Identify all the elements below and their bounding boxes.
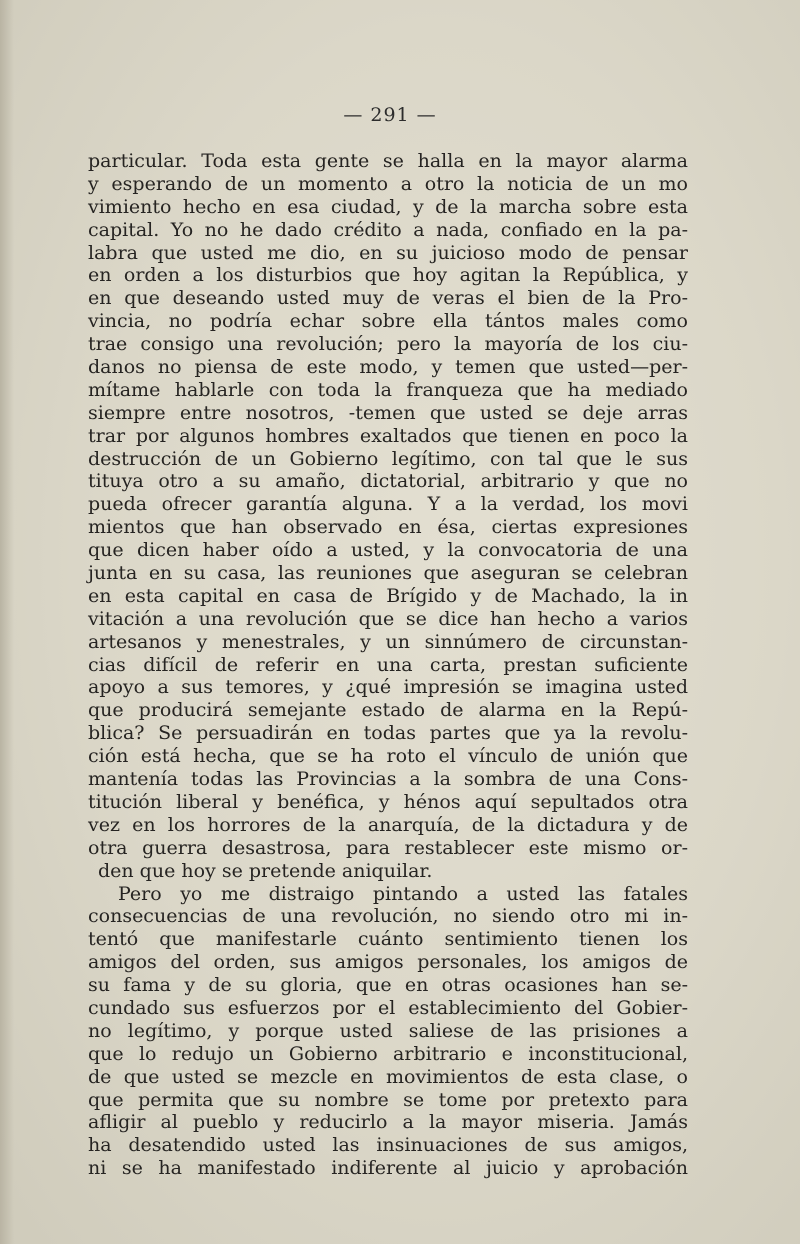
text-line: en esta capital en casa de Brígido y de Machado, la in — [88, 584, 688, 607]
text-line: otra guerra desastrosa, para restablecer este mismo or- — [88, 836, 688, 859]
text-line: consecuencias de una revolución, no siendo otro mi in- — [88, 905, 688, 928]
text-line: trae consigo una revolución; pero la mayoría de los ciu- — [88, 333, 688, 356]
text-line: danos no piensa de este modo, y temen que usted—per- — [88, 356, 688, 379]
text-line: junta en su casa, las reuniones que aseguran se celebran — [88, 562, 688, 585]
text-line: cias difícil de referir en una carta, prestan suficiente — [88, 653, 688, 676]
text-line: ción está hecha, que se ha roto el vínculo de unión que — [88, 745, 688, 768]
text-line: su fama y de su gloria, que en otras ocasiones han se- — [88, 974, 688, 997]
text-line: que permita que su nombre se tome por pretexto para — [88, 1088, 688, 1111]
text-line: particular. Toda esta gente se halla en la mayor alarma — [88, 150, 688, 172]
text-line: labra que usted me dio, en su juicioso modo de pensar — [88, 241, 688, 264]
text-line: apoyo a sus temores, y ¿qué impresión se imagina usted — [88, 676, 688, 699]
text-line: mientos que han observado en ésa, ciertas expresiones — [88, 516, 688, 539]
text-line: que dicen haber oído a usted, y la convocatoria de una — [88, 539, 688, 562]
page-number: — 291 — — [343, 104, 437, 126]
text-line: en orden a los disturbios que hoy agitan la República, y — [88, 264, 688, 287]
paragraph-start-line: Pero yo me distraigo pintando a usted las fatales — [118, 882, 688, 905]
text-line: que producirá semejante estado de alarma en la Repú- — [88, 699, 688, 722]
body-text — [88, 150, 688, 1180]
text-line: destrucción de un Gobierno legítimo, con tal que le sus — [88, 447, 688, 470]
text-line: amigos del orden, sus amigos personales, los amigos de — [88, 951, 688, 974]
text-line: mítame hablarle con toda la franqueza que ha mediado — [88, 378, 688, 401]
text-line: pueda ofrecer garantía alguna. Y a la verdad, los movi — [88, 493, 688, 516]
text-line: cundado sus esfuerzos por el establecimiento del Gobier- — [88, 996, 688, 1019]
paragraph-end-line: den que hoy se pretende aniquilar. — [98, 859, 433, 882]
text-line: capital. Yo no he dado crédito a nada, confiado en la pa- — [88, 218, 688, 241]
text-line: vitación a una revolución que se dice han hecho a varios — [88, 607, 688, 630]
text-line: mantenía todas las Provincias a la sombra de una Cons- — [88, 768, 688, 791]
text-line: blica? Se persuadirán en todas partes que ya la revolu- — [88, 722, 688, 745]
text-line: que lo redujo un Gobierno arbitrario e inconstitucional, — [88, 1042, 688, 1065]
text-line: afligir al pueblo y reducirlo a la mayor miseria. Jamás — [88, 1111, 688, 1134]
text-line: titución liberal y benéfica, y hénos aquí sepultados otra — [88, 790, 688, 813]
text-line: no legítimo, y porque usted saliese de las prisiones a — [88, 1019, 688, 1042]
page-edge-shadow — [0, 0, 14, 1244]
text-line: vez en los horrores de la anarquía, de la dictadura y de — [88, 813, 688, 836]
text-line: trar por algunos hombres exaltados que tienen en poco la — [88, 424, 688, 447]
text-line: de que usted se mezcle en movimientos de esta clase, o — [88, 1065, 688, 1088]
text-line: tentó que manifestarle cuánto sentimiento tienen los — [88, 928, 688, 951]
text-line: vimiento hecho en esa ciudad, y de la marcha sobre esta — [88, 195, 688, 218]
text-line: ha desatendido usted las insinuaciones de sus amigos, — [88, 1134, 688, 1157]
text-line: artesanos y menestrales, y un sinnúmero de circunstan- — [88, 630, 688, 653]
text-line: tituya otro a su amaño, dictatorial, arbitrario y que no — [88, 470, 688, 493]
text-line: y esperando de un momento a otro la noticia de un mo — [88, 172, 688, 195]
text-line: vincia, no podría echar sobre ella tántos males como — [88, 310, 688, 333]
text-line: siempre entre nosotros, -temen que usted se deje arras — [88, 401, 688, 424]
text-line: ni se ha manifestado indiferente al juicio y aprobación — [88, 1157, 688, 1180]
text-line: en que deseando usted muy de veras el bien de la Pro- — [88, 287, 688, 310]
